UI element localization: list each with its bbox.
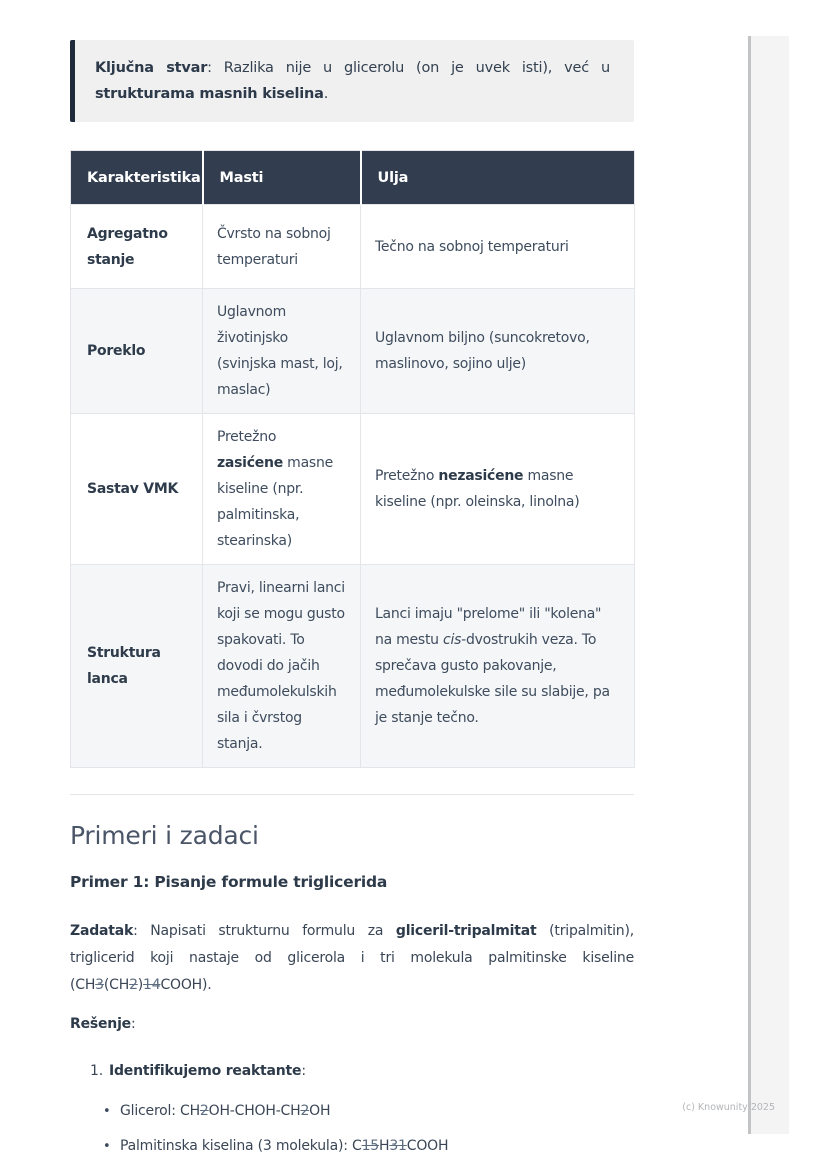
key-point-callout <box>70 40 634 122</box>
table-header-row <box>71 151 635 205</box>
cell-ulja: Pretežno nezasićene masne kiseline (npr. oleinska, linolna) <box>361 414 635 565</box>
list-item-text: Palmitinska kiselina (3 molekula): C15H31COOH <box>120 1138 449 1154</box>
reactants-list <box>103 1098 634 1160</box>
key-point-text: Ključna stvar: Razlika nije u glicerolu (on je uvek isti), već u strukturama masnih kiselina. <box>95 60 610 102</box>
footer-copyright: (c) Knowunity 2025 <box>682 1102 775 1113</box>
table-row <box>71 205 635 289</box>
solution-label: Rešenje: <box>70 1016 136 1032</box>
step-number: 1. <box>90 1063 103 1079</box>
example-subheading: Primer 1: Pisanje formule triglicerida <box>70 873 388 891</box>
step-1-title <box>90 1058 634 1085</box>
section-divider <box>70 794 634 795</box>
cell-ulja: Uglavnom biljno (suncokretovo, maslinovo, sojino ulje) <box>361 289 635 414</box>
cell-ulja: Lanci imaju "prelome" ili "kolena" na mestu cis-dvostrukih veza. To sprečava gusto pakovanje, međumolekulske sile su slabije, pa je stanje tečno. <box>361 565 635 768</box>
cell-masti: Pravi, linearni lanci koji se mogu gusto spakovati. To dovodi do jačih međumolekulskih sila i čvrstog stanja. <box>203 565 361 768</box>
bullet-icon <box>103 1133 120 1160</box>
task-paragraph: Zadatak: Napisati strukturnu formulu za gliceril-tripalmitat (tripalmitin), triglicerid koji nastaje od glicerola i tri molekula palmitinske kiseline (CH3(CH2)14COOH). <box>70 923 634 993</box>
list-item-text: Glicerol: CH2OH-CHOH-CH2OH <box>120 1103 331 1119</box>
column-header-ulja: Ulja <box>361 151 635 205</box>
cell-masti: Uglavnom životinjsko (svinjska mast, loj, maslac) <box>203 289 361 414</box>
row-label: Sastav VMK <box>71 414 203 565</box>
masti-ulja-comparison-table <box>70 150 635 768</box>
row-label: Agregatno stanje <box>71 205 203 289</box>
row-label: Poreklo <box>71 289 203 414</box>
cell-masti: Čvrsto na sobnoj temperaturi <box>203 205 361 289</box>
row-label: Struktura lanca <box>71 565 203 768</box>
column-header-masti: Masti <box>203 151 361 205</box>
page-edge <box>748 36 789 1134</box>
table-row <box>71 414 635 565</box>
table-row <box>71 289 635 414</box>
step-text: Identifikujemo reaktante: <box>108 1063 306 1079</box>
table-row <box>71 565 635 768</box>
list-item-glicerol <box>103 1098 634 1125</box>
list-item-palmitinska <box>103 1133 634 1160</box>
solution-steps <box>90 1058 634 1160</box>
bullet-icon <box>103 1098 120 1125</box>
cell-masti: Pretežno zasićene masne kiseline (npr. palmitinska, stearinska) <box>203 414 361 565</box>
document-content <box>70 40 634 1168</box>
solution-step-1 <box>90 1058 634 1160</box>
column-header-karakteristika: Karakteristika <box>71 151 203 205</box>
section-heading: Primeri i zadaci <box>70 821 259 850</box>
cell-ulja: Tečno na sobnoj temperaturi <box>361 205 635 289</box>
